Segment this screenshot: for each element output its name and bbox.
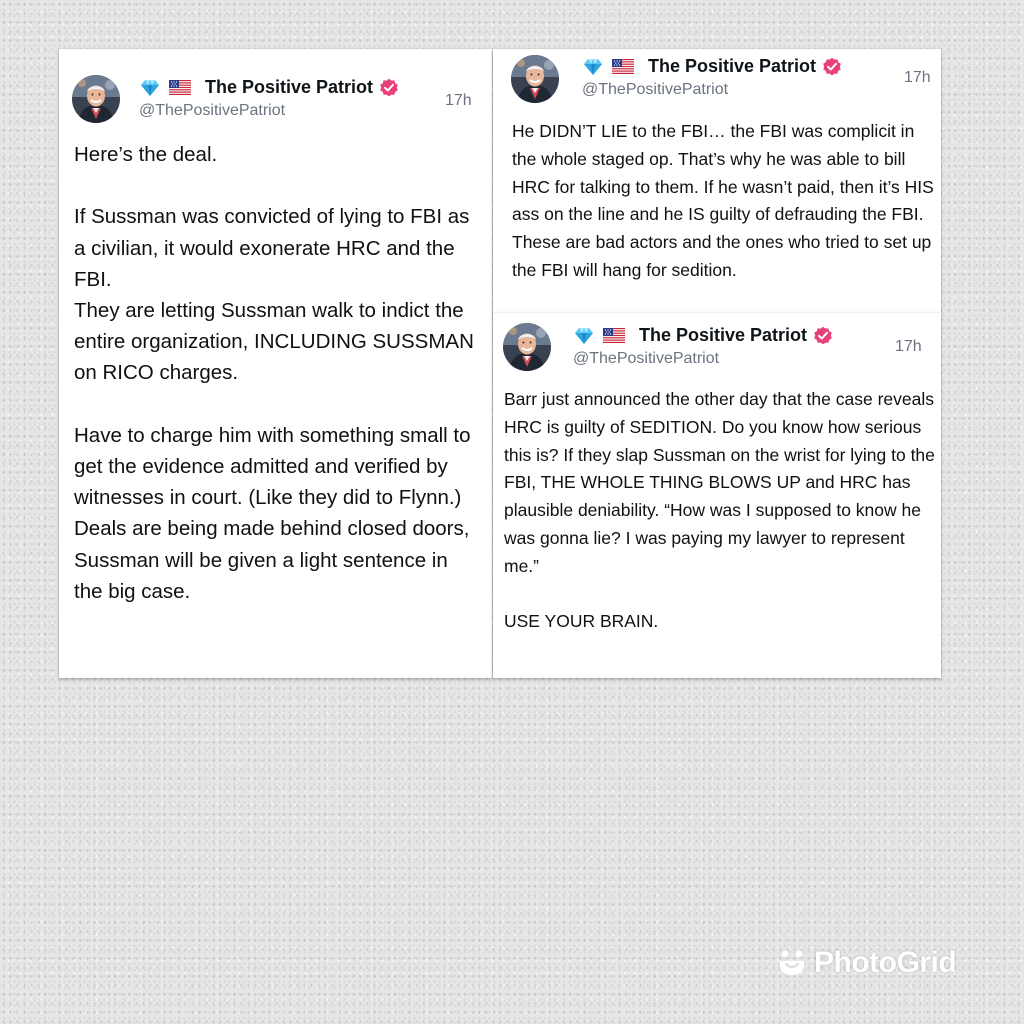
verified-badge-icon [822, 57, 842, 77]
us-flag-icon [169, 80, 191, 95]
tweet-text: Here’s the deal. If Sussman was convicted of lying to FBI as a civilian, it would exonerate HRC and the FBI. They are letting Sussman walk to indict the entire organization, INCLUDING SUSSMAN on RICO charges. Have to charge him with something small to get the evidence admitted and verified by witnesses in court. (Like they did to Flynn.) Deals are being made behind closed doors, Sussman will be given a light sentence in the big case. [74, 143, 474, 603]
tweet-card-3[interactable] [493, 313, 941, 678]
handle[interactable]: @ThePositivePatriot [582, 81, 729, 98]
timestamp[interactable]: 17h [445, 92, 472, 109]
tweet-card-2[interactable] [493, 49, 941, 313]
avatar[interactable] [511, 55, 559, 103]
avatar[interactable] [72, 75, 120, 123]
blue-diamond-icon [573, 326, 595, 346]
verified-badge-icon [379, 78, 399, 98]
photogrid-logo-icon [778, 949, 814, 977]
display-name[interactable]: The Positive Patriot [639, 325, 808, 345]
photogrid-watermark [778, 946, 956, 980]
timestamp[interactable]: 17h [895, 338, 922, 355]
watermark-label: PhotoGrid [814, 946, 957, 979]
verified-badge-icon [813, 326, 833, 346]
timestamp[interactable]: 17h [904, 69, 931, 86]
us-flag-icon [612, 59, 634, 74]
handle[interactable]: @ThePositivePatriot [139, 102, 286, 119]
tweet-text: He DIDN’T LIE to the FBI… the FBI was complicit in the whole staged op. That’s why he was able to bill HRC for talking to them. If he wasn’t paid, then it’s HIS ass on the line and he IS guilty of defrauding the FBI. These are bad actors and the ones who tried to set up the FBI will hang for sedition. [512, 121, 934, 280]
blue-diamond-icon [139, 78, 161, 98]
display-name[interactable]: The Positive Patriot [648, 56, 817, 76]
us-flag-icon [603, 328, 625, 343]
display-name[interactable]: The Positive Patriot [205, 77, 374, 97]
tweet-text: Barr just announced the other day that the case reveals HRC is guilty of SEDITION. Do you know how serious this is? If they slap Sussman on the wrist for lying to the FBI, THE WHOLE THING BLOWS UP and HRC has plausible deniability. “How was I supposed to know he was gonna lie? I was paying my lawyer to represent me.” USE YOUR BRAIN. [504, 389, 935, 632]
avatar[interactable] [503, 323, 551, 371]
handle[interactable]: @ThePositivePatriot [573, 350, 720, 367]
tweet-card-1[interactable] [59, 49, 492, 678]
blue-diamond-icon [582, 57, 604, 77]
